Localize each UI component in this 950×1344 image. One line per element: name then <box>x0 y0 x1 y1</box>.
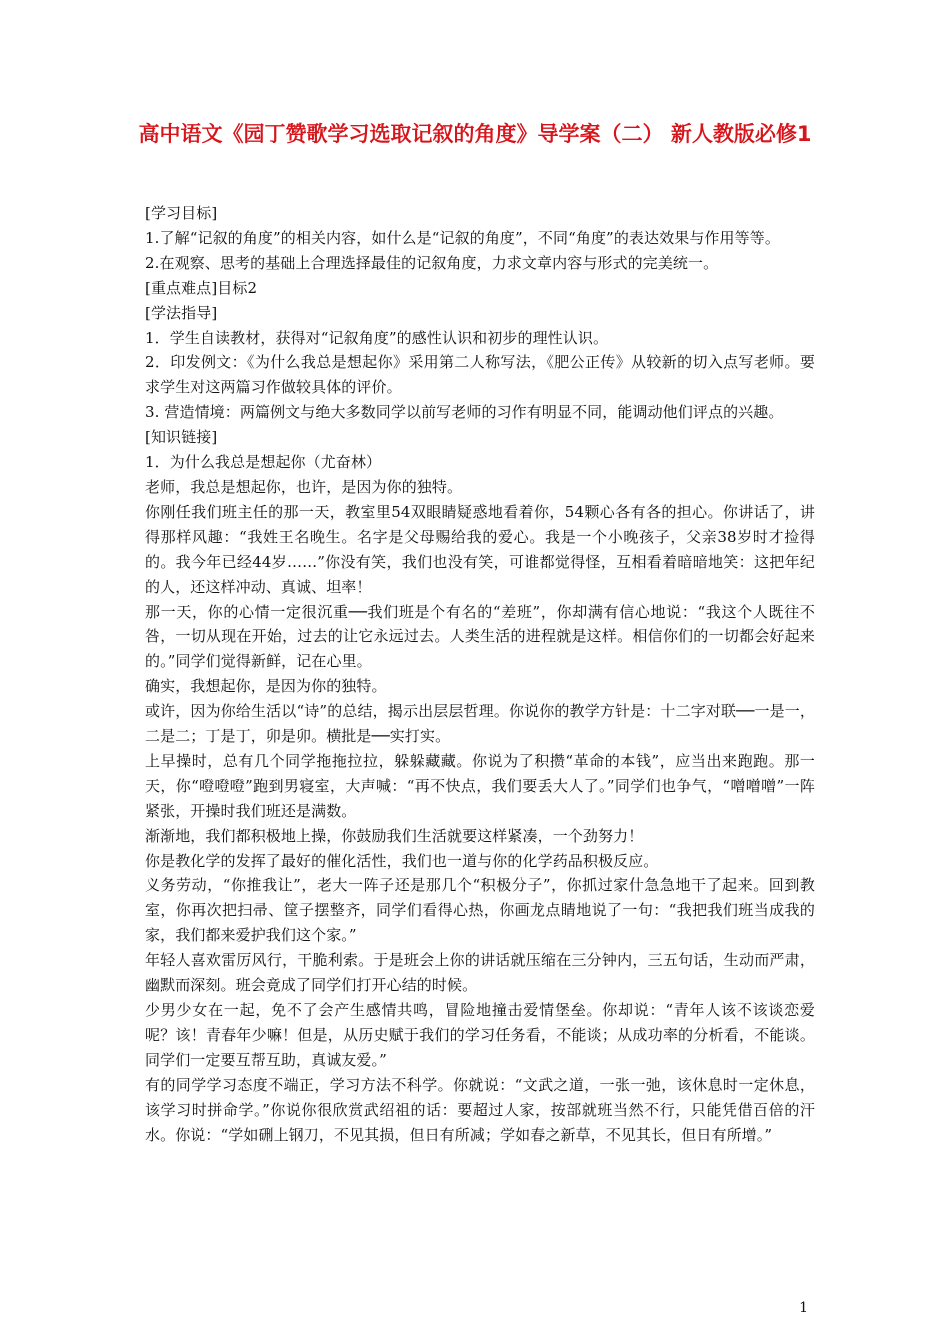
essay-paragraph: 上早操时，总有几个同学拖拖拉拉，躲躲藏藏。你说为了积攒“革命的本钱”，应当出来跑跑。那一天，你“噔噔噔”跑到男寝室，大声喊：“再不快点，我们要丢大人了。”同学们也争气，“噌噌噌”一阵紧张，开操时我们班还是满数。 <box>145 751 815 820</box>
essay-title: 1．为什么我总是想起你（尤奋林） <box>145 453 382 472</box>
document-body <box>145 201 815 1147</box>
document-title: 高中语文《园丁赞歌学习选取记叙的角度》导学案（二） 新人教版必修1 <box>138 122 812 146</box>
essay-paragraph: 那一天，你的心情一定很沉重──我们班是个有名的“差班”，你却满有信心地说：“我这个人既往不咎，一切从现在开始，过去的让它永远过去。人类生活的进程就是这样。相信你们的一切都会好起来的。”同学们觉得新鲜，记在心里。 <box>145 602 815 671</box>
section-heading-objectives: [学习目标] <box>145 204 218 222</box>
essay-paragraph: 义务劳动，“你推我让”，老大一阵子还是那几个“积极分子”，你抓过家什急急地干了起来。回到教室，你再次把扫帚、筐子摆整齐，同学们看得心热，你画龙点睛地说了一句：“我把我们班当成我的家，我们都来爱护我们这个家。” <box>145 876 815 945</box>
essay-paragraph: 年轻人喜欢雷厉风行，干脆利索。于是班会上你的讲话就压缩在三分钟内，三五句话，生动而严肃，幽默而深刻。班会竟成了同学们打开心结的时候。 <box>145 951 815 995</box>
essay-paragraph: 渐渐地，我们都积极地上操，你鼓励我们生活就要这样紧凑，一个劲努力！ <box>145 826 644 845</box>
essay-paragraph: 有的同学学习态度不端正，学习方法不科学。你就说：“文武之道，一张一弛，该休息时一定休息，该学习时拼命学。”你说你很欣赏武绍祖的话：要超过人家，按部就班当然不行，只能凭借百倍的汗水。你说：“学如硎上钢刀，不见其损，但日有所减；学如春之新草，不见其长，但日有所增。” <box>145 1075 815 1144</box>
method-item-2: 2．印发例文：《为什么我总是想起你》采用第二人称写法，《肥公正传》从较新的切入点写老师。要求学生对这两篇习作做较具体的评价。 <box>145 353 815 397</box>
essay-paragraph: 老师，我总是想起你，也许，是因为你的独特。 <box>145 477 463 496</box>
section-heading-key-points: [重点难点]目标2 <box>145 278 258 297</box>
method-item-3: 3. 营造情境：两篇例文与绝大多数同学以前写老师的习作有明显不同，能调动他们评点的兴趣。 <box>145 403 784 422</box>
page-number: 1 <box>799 1300 808 1316</box>
method-item-1: 1．学生自读教材，获得对“记叙角度”的感性认识和初步的理性认识。 <box>145 328 609 347</box>
essay-paragraph: 或许，因为你给生活以“诗”的总结，揭示出层层哲理。你说你的教学方针是：十二字对联──一是一，二是二；丁是丁，卯是卯。横批是──实打实。 <box>145 702 815 746</box>
essay-paragraph: 你刚任我们班主任的那一天，教室里54双眼睛疑惑地看着你，54颗心各有各的担心。你讲话了，讲得那样风趣：“我姓王名晚生。名字是父母赐给我的爱心。我是一个小晚孩子，父亲38岁时才捡得的。我今年已经44岁……”你没有笑，我们也没有笑，可谁都觉得怪，互相看着暗暗地笑：这把年纪的人，还这样冲动、真诚、坦率！ <box>145 502 815 596</box>
essay-paragraph: 确实，我想起你，是因为你的独特。 <box>145 677 387 696</box>
section-heading-method: [学法指导] <box>145 303 218 322</box>
section-heading-knowledge: [知识链接] <box>145 428 218 447</box>
objective-2: 2.在观察、思考的基础上合理选择最佳的记叙角度，力求文章内容与形式的完美统一。 <box>145 253 719 272</box>
essay-paragraph: 你是教化学的发挥了最好的催化活性，我们也一道与你的化学药品积极反应。 <box>145 851 659 870</box>
objective-1: 1.了解“记叙的角度”的相关内容，如什么是“记叙的角度”，不同“角度”的表达效果与作用等等。 <box>145 228 780 247</box>
essay-paragraph: 少男少女在一起，免不了会产生感情共鸣，冒险地撞击爱情堡垒。你却说：“青年人该不该谈恋爱呢？该！青春年少嘛！但是，从历史赋于我们的学习任务看，不能谈；从成功率的分析看，不能谈。同学们一定要互帮互助，真诚友爱。” <box>145 1001 815 1069</box>
